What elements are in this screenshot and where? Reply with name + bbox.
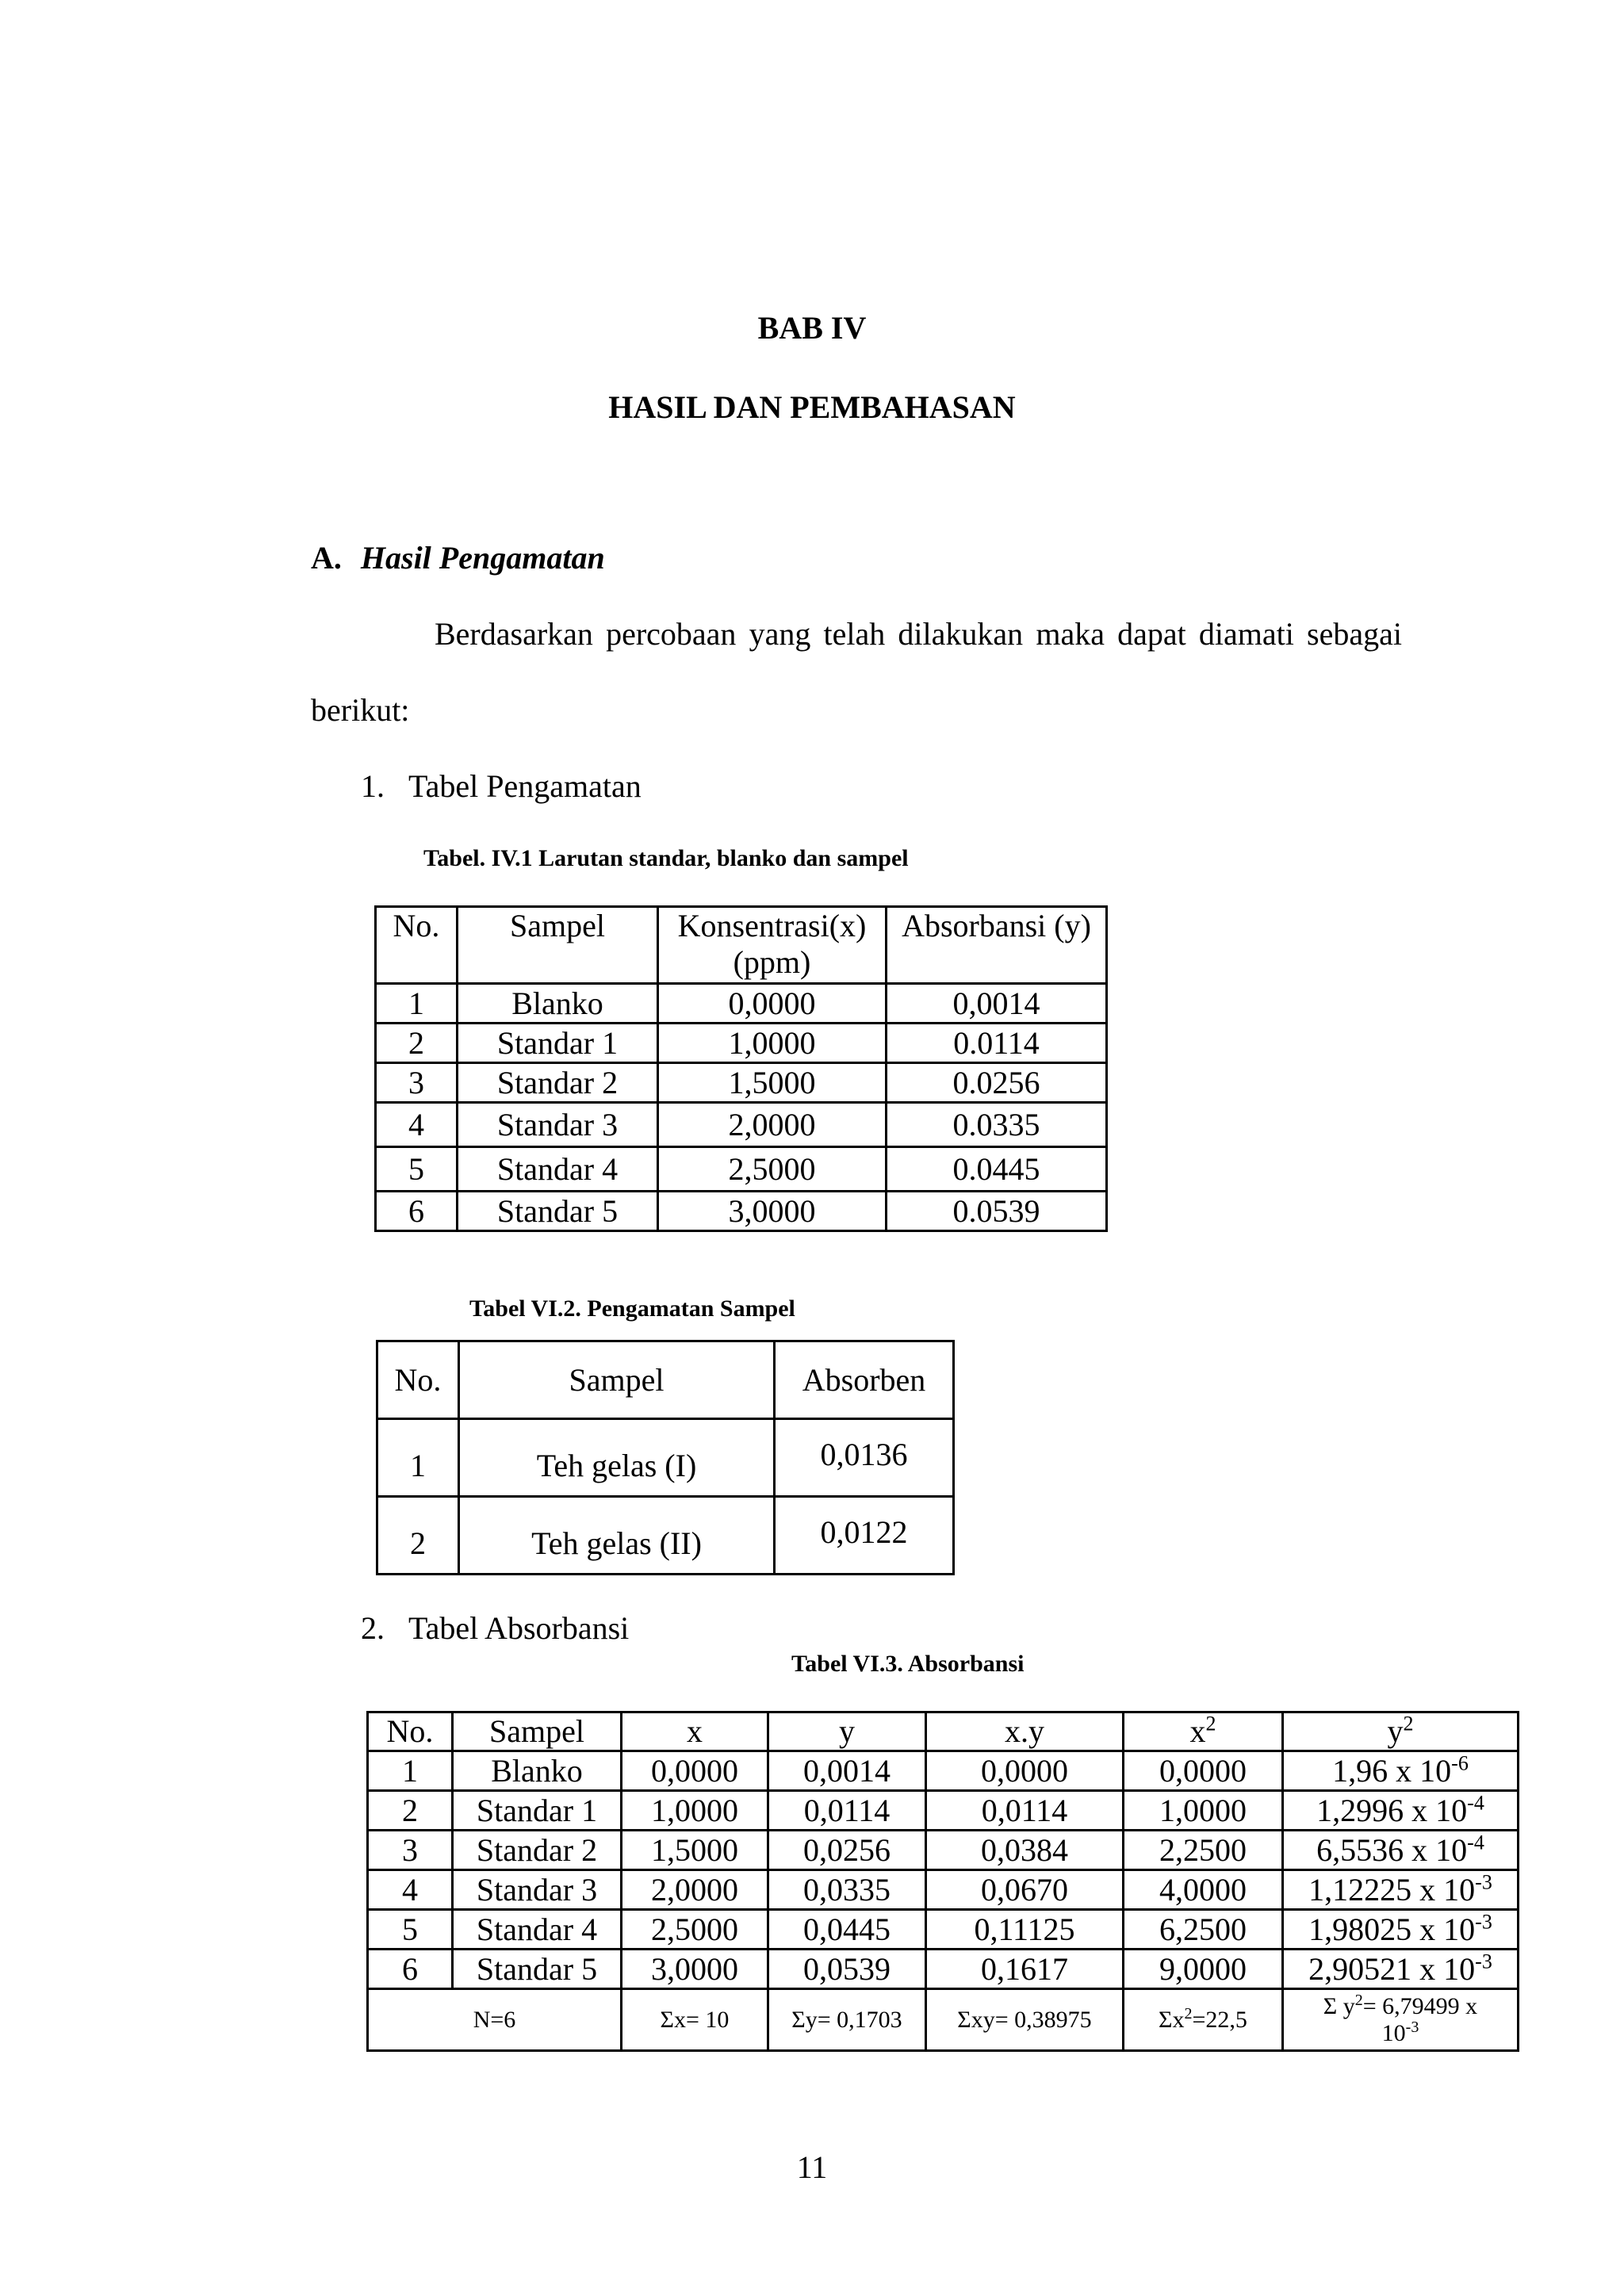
table-3-sum-n: N=6	[368, 1989, 622, 2051]
table-3-sum-row	[368, 1989, 1519, 2051]
table-3-cell-y: 0,0114	[768, 1791, 926, 1831]
table-1-cell-y: 0.0445	[887, 1147, 1107, 1192]
table-3-cell-y2	[1283, 1751, 1519, 1791]
table-3-sum-x2-value: =22,5	[1192, 2006, 1247, 2033]
table-3-cell-y2-exponent: -3	[1475, 1870, 1492, 1894]
section-title: Hasil Pengamatan	[360, 540, 605, 576]
table-3-header-row	[368, 1712, 1519, 1751]
table-1-caption: Tabel. IV.1 Larutan standar, blanko dan sampel	[423, 845, 909, 871]
table-3-sum-y2-exponent: 2	[1354, 1991, 1363, 2009]
table-3-cell-y2-exponent: -4	[1467, 1831, 1484, 1854]
table-2-caption: Tabel VI.2. Pengamatan Sampel	[469, 1295, 795, 1322]
table-3-cell-y2	[1283, 1950, 1519, 1989]
table-1-cell-sampel: Standar 2	[458, 1063, 658, 1103]
table-1-cell-x: 1,5000	[658, 1063, 887, 1103]
table-3-header-y2-base: y	[1387, 1713, 1404, 1749]
table-3-cell-y: 0,0445	[768, 1910, 926, 1950]
table-3-cell-sampel: Standar 1	[453, 1791, 622, 1831]
table-3-header-x2-exponent: 2	[1205, 1712, 1216, 1735]
table-2-cell-sampel: Teh gelas (I)	[459, 1419, 775, 1497]
table-1-header-konsentrasi-unit: (ppm)	[733, 944, 811, 980]
table-3-sum-x2-exponent: 2	[1184, 2004, 1193, 2022]
table-3-cell-y2-exponent: -6	[1451, 1751, 1469, 1775]
table-3-sum-x2	[1124, 1989, 1283, 2051]
table-3-cell-sampel: Standar 4	[453, 1910, 622, 1950]
table-1-cell-no: 4	[376, 1103, 458, 1147]
table-3-cell-x2: 9,0000	[1124, 1950, 1283, 1989]
table-2-header-sampel: Sampel	[459, 1341, 775, 1419]
table-3-cell-y2	[1283, 1831, 1519, 1870]
table-row	[376, 1103, 1107, 1147]
table-3-cell-y2-mantissa: 1,98025 x 10	[1308, 1911, 1476, 1947]
table-3-cell-y2-mantissa: 6,5536 x 10	[1316, 1831, 1468, 1868]
intro-line-1: Berdasarkan percobaan yang telah dilakukan maka dapat diamati sebagai	[435, 616, 1402, 652]
table-1-cell-x: 0,0000	[658, 984, 887, 1024]
table-row	[368, 1831, 1519, 1870]
table-2-cell-no: 2	[377, 1497, 459, 1575]
subsection-1-number: 1.	[361, 768, 385, 804]
table-3-header-y2-exponent: 2	[1403, 1712, 1414, 1735]
section-letter: A.	[311, 540, 342, 576]
table-3-sum-y2-base: 10	[1381, 2019, 1406, 2046]
table-3-header-y: y	[768, 1712, 926, 1751]
table-1-cell-y: 0.0539	[887, 1192, 1107, 1231]
table-2-header-absorben: Absorben	[775, 1341, 954, 1419]
table-row	[376, 1024, 1107, 1063]
table-3-sum-y2-power: -3	[1405, 2018, 1419, 2036]
table-3-sum-y2-value: = 6,79499 x	[1362, 1992, 1478, 2019]
table-3-cell-x2: 0,0000	[1124, 1751, 1283, 1791]
table-3-cell-no: 6	[368, 1950, 453, 1989]
table-3-cell-y2-exponent: -3	[1475, 1910, 1492, 1934]
table-1-header-no: No.	[376, 907, 458, 984]
section-heading	[311, 539, 605, 576]
table-3-cell-y2-mantissa: 1,12225 x 10	[1308, 1871, 1476, 1908]
subsection-2	[361, 1609, 629, 1647]
table-3-sum-x2-label: Σx	[1159, 2006, 1185, 2033]
table-3-cell-no: 2	[368, 1791, 453, 1831]
table-3-cell-y2	[1283, 1791, 1519, 1831]
table-3-cell-xy: 0,0670	[926, 1870, 1124, 1910]
table-3-cell-sampel: Standar 5	[453, 1950, 622, 1989]
table-1-cell-no: 2	[376, 1024, 458, 1063]
table-3-header-sampel: Sampel	[453, 1712, 622, 1751]
table-2-cell-sampel: Teh gelas (II)	[459, 1497, 775, 1575]
table-row	[368, 1751, 1519, 1791]
table-1-cell-x: 1,0000	[658, 1024, 887, 1063]
subsection-2-number: 2.	[361, 1610, 385, 1646]
table-row	[376, 1192, 1107, 1231]
table-3-header-x2	[1124, 1712, 1283, 1751]
table-3-cell-x2: 4,0000	[1124, 1870, 1283, 1910]
table-1-header-row	[376, 907, 1107, 984]
table-1-cell-sampel: Standar 3	[458, 1103, 658, 1147]
chapter-number: BAB IV	[757, 310, 867, 346]
table-3-cell-x: 2,5000	[622, 1910, 768, 1950]
table-3-cell-y2-exponent: -4	[1467, 1791, 1484, 1815]
table-1-cell-sampel: Standar 1	[458, 1024, 658, 1063]
intro-line-2: berikut:	[311, 692, 410, 728]
table-1-header-sampel: Sampel	[458, 907, 658, 984]
table-2-cell-absorben: 0,0136	[775, 1419, 954, 1497]
table-1-cell-no: 5	[376, 1147, 458, 1192]
table-row	[368, 1870, 1519, 1910]
table-3-cell-x: 0,0000	[622, 1751, 768, 1791]
table-3-cell-y: 0,0539	[768, 1950, 926, 1989]
table-3-header-x2-base: x	[1189, 1713, 1206, 1749]
table-1-cell-no: 3	[376, 1063, 458, 1103]
table-3-cell-xy: 0,0000	[926, 1751, 1124, 1791]
table-3-cell-no: 5	[368, 1910, 453, 1950]
table-3-cell-xy: 0,1617	[926, 1950, 1124, 1989]
table-3-cell-x2: 6,2500	[1124, 1910, 1283, 1950]
table-3-cell-y2-exponent: -3	[1475, 1950, 1492, 1973]
table-3-header-xy: x.y	[926, 1712, 1124, 1751]
table-3-sum-y2	[1283, 1989, 1519, 2051]
table-3-cell-y2-mantissa: 1,2996 x 10	[1316, 1792, 1468, 1828]
table-1-cell-x: 3,0000	[658, 1192, 887, 1231]
table-1-cell-sampel: Standar 4	[458, 1147, 658, 1192]
table-3-cell-no: 1	[368, 1751, 453, 1791]
table-3-sum-y2-label: Σ y	[1323, 1992, 1355, 2019]
table-1-header-konsentrasi	[658, 907, 887, 984]
table-3-cell-y2	[1283, 1870, 1519, 1910]
table-2-header-no: No.	[377, 1341, 459, 1419]
table-row	[376, 1063, 1107, 1103]
table-1-cell-y: 0.0256	[887, 1063, 1107, 1103]
table-3-cell-y: 0,0335	[768, 1870, 926, 1910]
table-3-cell-y: 0,0014	[768, 1751, 926, 1791]
table-3-cell-xy: 0,0114	[926, 1791, 1124, 1831]
table-1-cell-sampel: Standar 5	[458, 1192, 658, 1231]
table-row	[368, 1910, 1519, 1950]
chapter-title: HASIL DAN PEMBAHASAN	[608, 389, 1016, 425]
table-2-cell-absorben: 0,0122	[775, 1497, 954, 1575]
table-3-cell-sampel: Standar 3	[453, 1870, 622, 1910]
table-3-sum-y: Σy= 0,1703	[768, 1989, 926, 2051]
table-row	[377, 1419, 954, 1497]
table-3-header-y2	[1283, 1712, 1519, 1751]
table-1-cell-sampel: Blanko	[458, 984, 658, 1024]
table-3-header-x: x	[622, 1712, 768, 1751]
table-3	[366, 1711, 1519, 2052]
table-1-cell-y: 0.0335	[887, 1103, 1107, 1147]
table-3-cell-xy: 0,11125	[926, 1910, 1124, 1950]
table-3-cell-x: 2,0000	[622, 1870, 768, 1910]
table-1	[374, 905, 1108, 1232]
table-3-cell-y: 0,0256	[768, 1831, 926, 1870]
subsection-2-title: Tabel Absorbansi	[408, 1610, 630, 1646]
table-3-cell-no: 4	[368, 1870, 453, 1910]
table-1-cell-no: 1	[376, 984, 458, 1024]
table-3-cell-y2-mantissa: 2,90521 x 10	[1308, 1950, 1476, 1987]
table-2-header-row	[377, 1341, 954, 1419]
table-2	[376, 1340, 955, 1575]
table-1-cell-x: 2,5000	[658, 1147, 887, 1192]
table-1-cell-x: 2,0000	[658, 1103, 887, 1147]
table-3-cell-x: 1,5000	[622, 1831, 768, 1870]
table-3-cell-y2-mantissa: 1,96 x 10	[1332, 1752, 1452, 1789]
table-3-sum-x: Σx= 10	[622, 1989, 768, 2051]
table-row	[368, 1950, 1519, 1989]
table-3-cell-x: 1,0000	[622, 1791, 768, 1831]
table-2-cell-no: 1	[377, 1419, 459, 1497]
table-3-cell-x: 3,0000	[622, 1950, 768, 1989]
table-3-header-no: No.	[368, 1712, 453, 1751]
table-row	[368, 1791, 1519, 1831]
table-row	[377, 1497, 954, 1575]
page-number: 11	[796, 2149, 828, 2185]
table-3-sum-xy: Σxy= 0,38975	[926, 1989, 1124, 2051]
table-1-cell-y: 0,0014	[887, 984, 1107, 1024]
table-row	[376, 984, 1107, 1024]
subsection-1-title: Tabel Pengamatan	[408, 768, 642, 804]
table-3-caption: Tabel VI.3. Absorbansi	[791, 1651, 1025, 1677]
table-3-cell-sampel: Blanko	[453, 1751, 622, 1791]
table-1-header-konsentrasi-label: Konsentrasi(x)	[677, 908, 867, 943]
table-row	[376, 1147, 1107, 1192]
table-3-cell-xy: 0,0384	[926, 1831, 1124, 1870]
subsection-1	[361, 767, 642, 805]
table-1-cell-y: 0.0114	[887, 1024, 1107, 1063]
table-3-cell-x2: 2,2500	[1124, 1831, 1283, 1870]
table-3-cell-no: 3	[368, 1831, 453, 1870]
table-3-cell-x2: 1,0000	[1124, 1791, 1283, 1831]
table-3-cell-y2	[1283, 1910, 1519, 1950]
table-3-cell-sampel: Standar 2	[453, 1831, 622, 1870]
table-1-header-absorbansi: Absorbansi (y)	[887, 907, 1107, 984]
table-1-cell-no: 6	[376, 1192, 458, 1231]
